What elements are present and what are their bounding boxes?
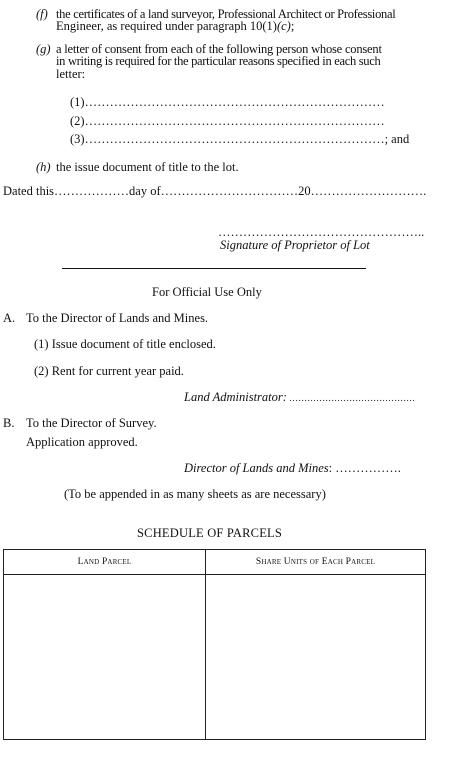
director-field: Director of Lands and Mines: ……………. [184, 461, 401, 475]
section-a-text: To the Director of Lands and Mines. [26, 311, 209, 325]
schedule-table [3, 549, 426, 740]
section-b-marker: B. [3, 416, 15, 430]
section-b-text-2: Application approved. [26, 435, 138, 449]
item-h-text: the issue document of title to the lot. [56, 160, 239, 174]
item-f-line1: the certificates of a land surveyor, Professional Architect or Professional [56, 7, 396, 21]
schedule-header-row [4, 550, 426, 575]
dated-line: Dated this………………day of……………………………20………………………. [3, 184, 427, 198]
item-h-marker: (h) [36, 160, 51, 174]
consent-line-2: (2)……………………………………………………………… [70, 114, 385, 128]
item-g-marker: (g) [36, 42, 51, 56]
section-a-item-1: (1) Issue document of title enclosed. [34, 337, 216, 351]
section-b-text: To the Director of Survey. [26, 416, 157, 430]
item-g-line2: in writing is required for the particular reasons specified in each such [56, 54, 381, 68]
consent-line-1: (1)……………………………………………………………… [70, 95, 385, 109]
schedule-title: SCHEDULE OF PARCELS [137, 526, 283, 540]
section-a-marker: A. [3, 311, 16, 325]
land-parcel-cell[interactable] [4, 575, 206, 740]
signature-dots: ………………………………………….. [218, 225, 425, 239]
official-heading: For Official Use Only [152, 285, 262, 299]
section-divider [62, 268, 366, 269]
item-f-marker: (f) [36, 7, 48, 21]
appended-note: (To be appended in as many sheets as are necessary) [64, 487, 326, 501]
share-units-cell[interactable] [206, 575, 426, 740]
table-row [4, 575, 426, 740]
item-g-line3: letter: [56, 67, 86, 81]
signature-label: Signature of Proprietor of Lot [220, 238, 370, 252]
section-a-item-2: (2) Rent for current year paid. [34, 364, 184, 378]
column-header-share-units: Share Units of Each Parcel [206, 550, 426, 575]
column-header-land-parcel: Land Parcel [4, 550, 206, 575]
consent-line-3: (3)………………………………………………………………; and [70, 132, 410, 146]
land-admin-field: Land Administrator: …………………………………… [184, 390, 416, 404]
item-f-line2: Engineer, as required under paragraph 10(1)(c); [56, 19, 295, 33]
item-g-line1: a letter of consent from each of the following person whose consent [56, 42, 382, 56]
